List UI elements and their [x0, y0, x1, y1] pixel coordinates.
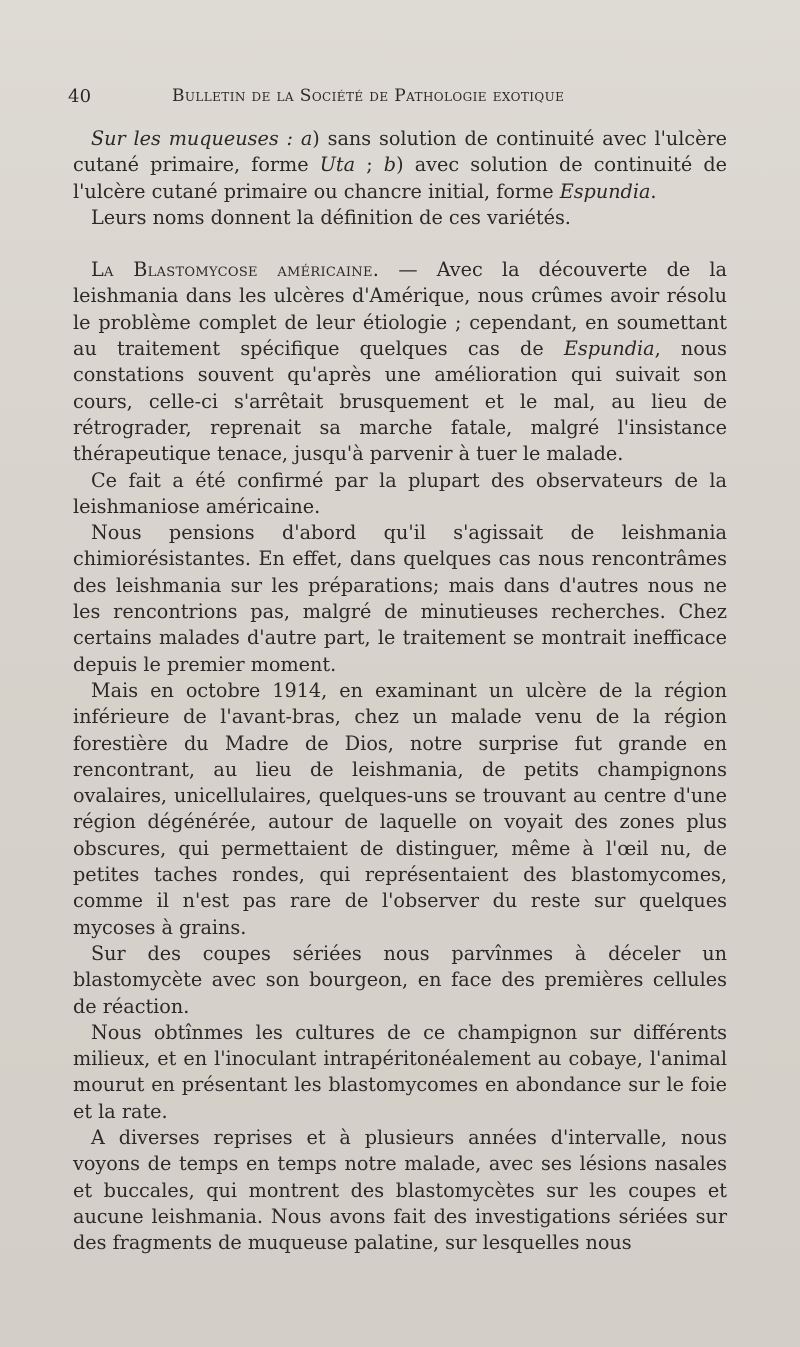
- text-run: .: [650, 179, 657, 203]
- paragraph-serial-sections: Sur des coupes sériées nous parvînmes à déceler un blastomycète avec son bourgeon, en face des premières cellules de réaction.: [73, 941, 727, 1018]
- text-run: — Avec la découverte de la leishmania dans les ulcères d'Amérique, nous crûmes avoir résolu le problème complet de leur étiologie ; cependant, en soumettant au traitement spécifique quelques cas de: [73, 258, 727, 361]
- body-text: [73, 126, 727, 1256]
- paragraph-diverse-reprises: A diverses reprises et à plusieurs années d'intervalle, nous voyons de temps en temps notre malade, avec ses lésions nasales et buccales, qui montrent des blastomycètes sur les coupes et aucune leishmania. Nous avons fait des investigations sériées sur des fragments de muqueuse palatine, sur lesquelles nous: [73, 1125, 727, 1255]
- paragraph-names-definition: Leurs noms donnent la définition de ces variétés.: [91, 205, 571, 229]
- paragraph-blastomycosis-heading: [73, 257, 727, 467]
- italic-text: b: [383, 153, 397, 177]
- paragraph-mucosa-forms: [73, 126, 727, 205]
- page-header: [68, 86, 730, 110]
- page-number: 40: [68, 86, 92, 107]
- text-run: ;: [355, 153, 384, 177]
- paragraph-october-1914: Mais en octobre 1914, en examinant un ulcère de la région inférieure de l'avant-bras, chez un malade venu de la région forestière du Madre de Dios, notre surprise fut grande en rencontrant, au lieu de leishmania, de petits champignons ovalaires, unicellulaires, quelques-uns se trouvant au centre d'une région dégénérée, autour de laquelle on voyait des zones plus obscures, qui permettaient de distinguer, même à l'œil nu, de petites taches rondes, qui représentaient des blastomycomes, comme il n'est pas rare de l'observer du reste sur quelques mycoses à grains.: [73, 678, 727, 939]
- italic-text: Uta: [319, 153, 356, 177]
- text-run: ) sans solution de continuité avec l'ulcère cutané primaire, forme: [73, 127, 727, 177]
- italic-text: Espundia: [563, 337, 655, 361]
- italic-text: Sur les muqueuses :: [91, 127, 293, 150]
- paragraph-cultures: Nous obtînmes les cultures de ce champignon sur différents milieux, et en l'inoculant intrapéritonéalement au cobaye, l'animal mourut en présentant les blastomycomes en abondance sur le foie et la rate.: [73, 1020, 727, 1123]
- text-run: ) avec solution de continuité de l'ulcère cutané primaire ou chancre initial, forme: [73, 153, 727, 203]
- running-head: Bulletin de la Société de Pathologie exotique: [172, 86, 565, 106]
- text-run: , nous constations souvent qu'après une amélioration qui suivait son cours, celle-ci s'arrêtait brusquement et le mal, au lieu de rétrograder, reprenait sa marche fatale, malgré l'insistance thérapeutique tenace, jusqu'à parvenir à tuer le malade.: [73, 337, 727, 466]
- section-title: La Blastomycose américaine.: [91, 258, 380, 282]
- paragraph-confirmation: Ce fait a été confirmé par la plupart des observateurs de la leishmaniose américaine.: [73, 468, 727, 518]
- text-run: [293, 127, 301, 150]
- paragraph-chemoresistance: Nous pensions d'abord qu'il s'agissait de leishmania chimiorésistantes. En effet, dans quelques cas nous rencontrâmes des leishmania sur les préparations; mais dans d'autres nous ne les rencontrions pas, malgré de minutieuses recherches. Chez certains malades d'autre part, le traitement se montrait inefficace depuis le premier moment.: [73, 521, 727, 676]
- italic-text: Espundia: [559, 179, 651, 203]
- italic-text: a: [300, 127, 313, 150]
